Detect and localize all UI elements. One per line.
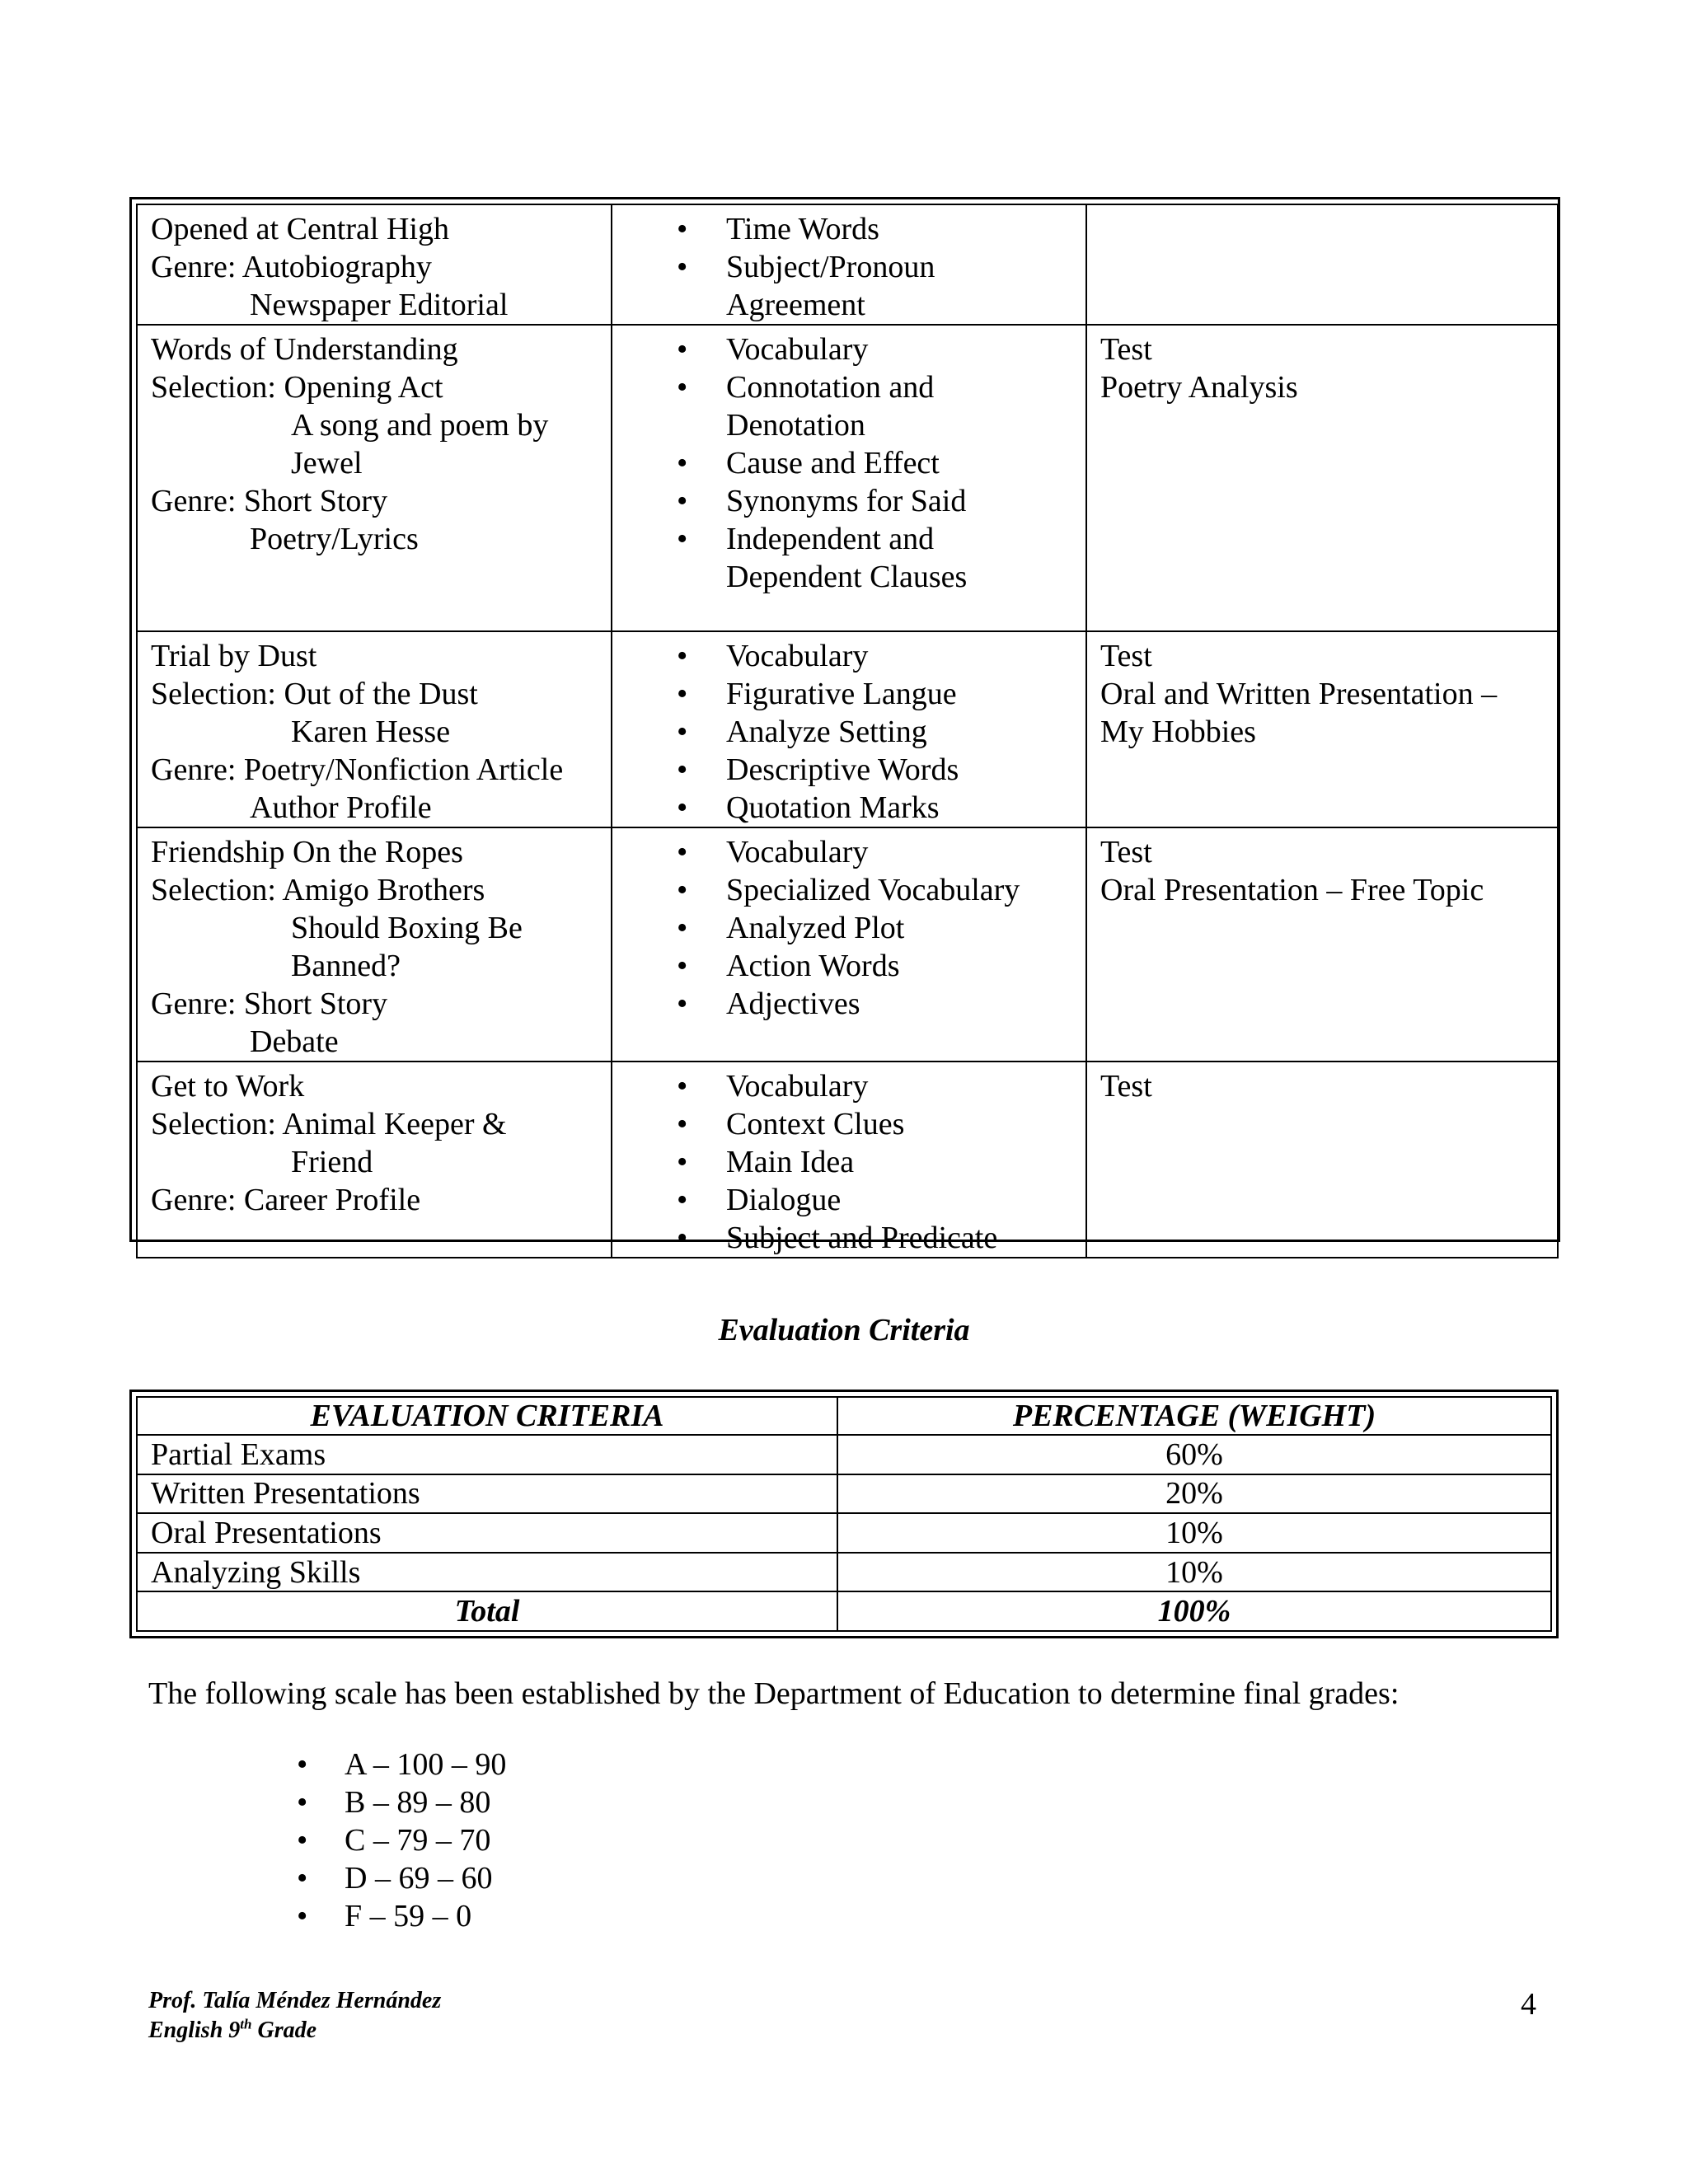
evaluation-heading: Evaluation Criteria — [718, 1313, 970, 1347]
table-row — [137, 1474, 1551, 1514]
theme-line: Trial by Dust — [151, 639, 317, 673]
evaluation-table-frame — [129, 1390, 1559, 1638]
theme-line: Opened at Central High — [151, 212, 449, 246]
assessment-cell — [1086, 631, 1558, 827]
theme-line: Karen Hesse — [291, 715, 451, 749]
assessment-line: Oral and Written Presentation – — [1100, 677, 1498, 711]
theme-line: Banned? — [291, 949, 401, 983]
list-item: • F – 59 – 0 — [0, 1897, 506, 1935]
theme-line: Newspaper Editorial — [250, 288, 509, 322]
assessment-line: Test — [1100, 332, 1152, 367]
list-item: • Time Words — [626, 210, 1072, 248]
skills-list — [626, 637, 1072, 827]
grade-scale-intro: The following scale has been established by the Department of Education to determine final grades: — [148, 1676, 1400, 1711]
percentage-cell: 10% — [837, 1513, 1551, 1553]
list-item: • Figurative Langue — [626, 675, 1072, 713]
theme-line: Genre: Autobiography — [151, 250, 432, 284]
criteria-cell: Written Presentations — [137, 1474, 837, 1514]
total-label: Total — [137, 1591, 837, 1631]
skills-list — [626, 330, 1072, 596]
list-item: • Connotation and Denotation — [626, 368, 1072, 444]
unit-theme-cell — [137, 827, 612, 1062]
list-item: • Analyzed Plot — [626, 909, 1072, 947]
list-item: • Analyze Setting — [626, 713, 1072, 751]
percentage-column-header: PERCENTAGE (WEIGHT) — [837, 1397, 1551, 1435]
list-item: • Action Words — [626, 947, 1072, 985]
list-item: • Vocabulary — [626, 833, 1072, 871]
table-row — [137, 1062, 1558, 1258]
course-suffix: Grade — [251, 2018, 317, 2043]
course-superscript: th — [240, 2016, 252, 2032]
theme-line: Words of Understanding — [151, 332, 458, 367]
unit-theme-cell — [137, 325, 612, 631]
list-item: • Vocabulary — [626, 330, 1072, 368]
theme-line: Genre: Short Story — [151, 484, 388, 518]
skills-cell — [612, 204, 1086, 325]
curriculum-table-frame — [129, 197, 1560, 1255]
skills-cell — [612, 631, 1086, 827]
list-item: • Vocabulary — [626, 637, 1072, 675]
list-item: • Context Clues — [626, 1105, 1072, 1143]
percentage-cell: 60% — [837, 1435, 1551, 1474]
theme-line: A song and poem by — [291, 408, 549, 443]
skills-list — [626, 1067, 1072, 1257]
theme-line: Friend — [291, 1145, 373, 1179]
assessment-cell — [1086, 325, 1558, 631]
theme-line: Jewel — [291, 446, 363, 480]
percentage-cell: 10% — [837, 1553, 1551, 1592]
theme-line: Genre: Short Story — [151, 987, 388, 1021]
assessment-line: Test — [1100, 639, 1152, 673]
list-item: • Adjectives — [626, 985, 1072, 1023]
theme-line: Should Boxing Be — [291, 911, 523, 945]
criteria-cell: Analyzing Skills — [137, 1553, 837, 1592]
list-item: • C – 79 – 70 — [0, 1821, 506, 1859]
table-row — [137, 1435, 1551, 1474]
table-row — [137, 1513, 1551, 1553]
assessment-line: My Hobbies — [1100, 715, 1256, 749]
theme-line: Selection: Out of the Dust — [151, 677, 478, 711]
evaluation-header-row — [137, 1397, 1551, 1435]
list-item: • Quotation Marks — [626, 789, 1072, 827]
theme-line: Poetry/Lyrics — [250, 522, 419, 556]
list-item: • Cause and Effect — [626, 444, 1072, 482]
assessment-line: Oral Presentation – Free Topic — [1100, 873, 1484, 907]
unit-theme-cell — [137, 204, 612, 325]
theme-line: Friendship On the Ropes — [151, 835, 463, 869]
list-item: • Descriptive Words — [626, 751, 1072, 789]
list-item: • Specialized Vocabulary — [626, 871, 1072, 909]
list-item: • D – 69 – 60 — [0, 1859, 506, 1897]
list-item: • Synonyms for Said — [626, 482, 1072, 520]
assessment-line: Test — [1100, 1069, 1152, 1104]
theme-line: Selection: Amigo Brothers — [151, 873, 485, 907]
theme-line: Genre: Poetry/Nonfiction Article — [151, 752, 564, 787]
criteria-cell: Partial Exams — [137, 1435, 837, 1474]
theme-line: Selection: Animal Keeper & — [151, 1107, 507, 1141]
theme-line: Author Profile — [250, 790, 432, 825]
table-row — [137, 827, 1558, 1062]
list-item: • B – 89 – 80 — [0, 1783, 506, 1821]
total-value: 100% — [837, 1591, 1551, 1631]
criteria-column-header: EVALUATION CRITERIA — [137, 1397, 837, 1435]
footer — [148, 1986, 441, 2046]
table-row — [137, 1553, 1551, 1592]
total-row — [137, 1591, 1551, 1631]
theme-line: Selection: Opening Act — [151, 370, 443, 405]
criteria-cell: Oral Presentations — [137, 1513, 837, 1553]
theme-line: Get to Work — [151, 1069, 305, 1104]
list-item: • Vocabulary — [626, 1067, 1072, 1105]
footer-author: Prof. Talía Méndez Hernández — [148, 1988, 442, 2013]
skills-cell — [612, 1062, 1086, 1258]
page-number: 4 — [1521, 1987, 1536, 2022]
percentage-cell: 20% — [837, 1474, 1551, 1514]
list-item: • Dialogue — [626, 1181, 1072, 1219]
table-row — [137, 204, 1558, 325]
skills-list — [626, 833, 1072, 1023]
curriculum-table — [136, 204, 1559, 1258]
table-row — [137, 631, 1558, 827]
assessment-cell — [1086, 1062, 1558, 1258]
skills-list — [626, 210, 1072, 324]
table-row — [137, 325, 1558, 631]
evaluation-table — [136, 1396, 1552, 1632]
list-item: • Subject/Pronoun Agreement — [626, 248, 1072, 324]
theme-line: Debate — [250, 1024, 339, 1059]
course-prefix: English 9 — [148, 2018, 241, 2043]
theme-line: Genre: Career Profile — [151, 1183, 421, 1217]
grade-scale-list — [0, 1746, 506, 1935]
list-item: • Independent and Dependent Clauses — [626, 520, 1072, 596]
list-item: • Main Idea — [626, 1143, 1072, 1181]
assessment-cell — [1086, 827, 1558, 1062]
assessment-line: Test — [1100, 835, 1152, 869]
list-item: • Subject and Predicate — [626, 1219, 1072, 1257]
skills-cell — [612, 827, 1086, 1062]
list-item: • A – 100 – 90 — [0, 1746, 506, 1783]
skills-cell — [612, 325, 1086, 631]
assessment-cell — [1086, 204, 1558, 325]
unit-theme-cell — [137, 1062, 612, 1258]
assessment-line: Poetry Analysis — [1100, 370, 1298, 405]
footer-course — [148, 2016, 441, 2046]
unit-theme-cell — [137, 631, 612, 827]
